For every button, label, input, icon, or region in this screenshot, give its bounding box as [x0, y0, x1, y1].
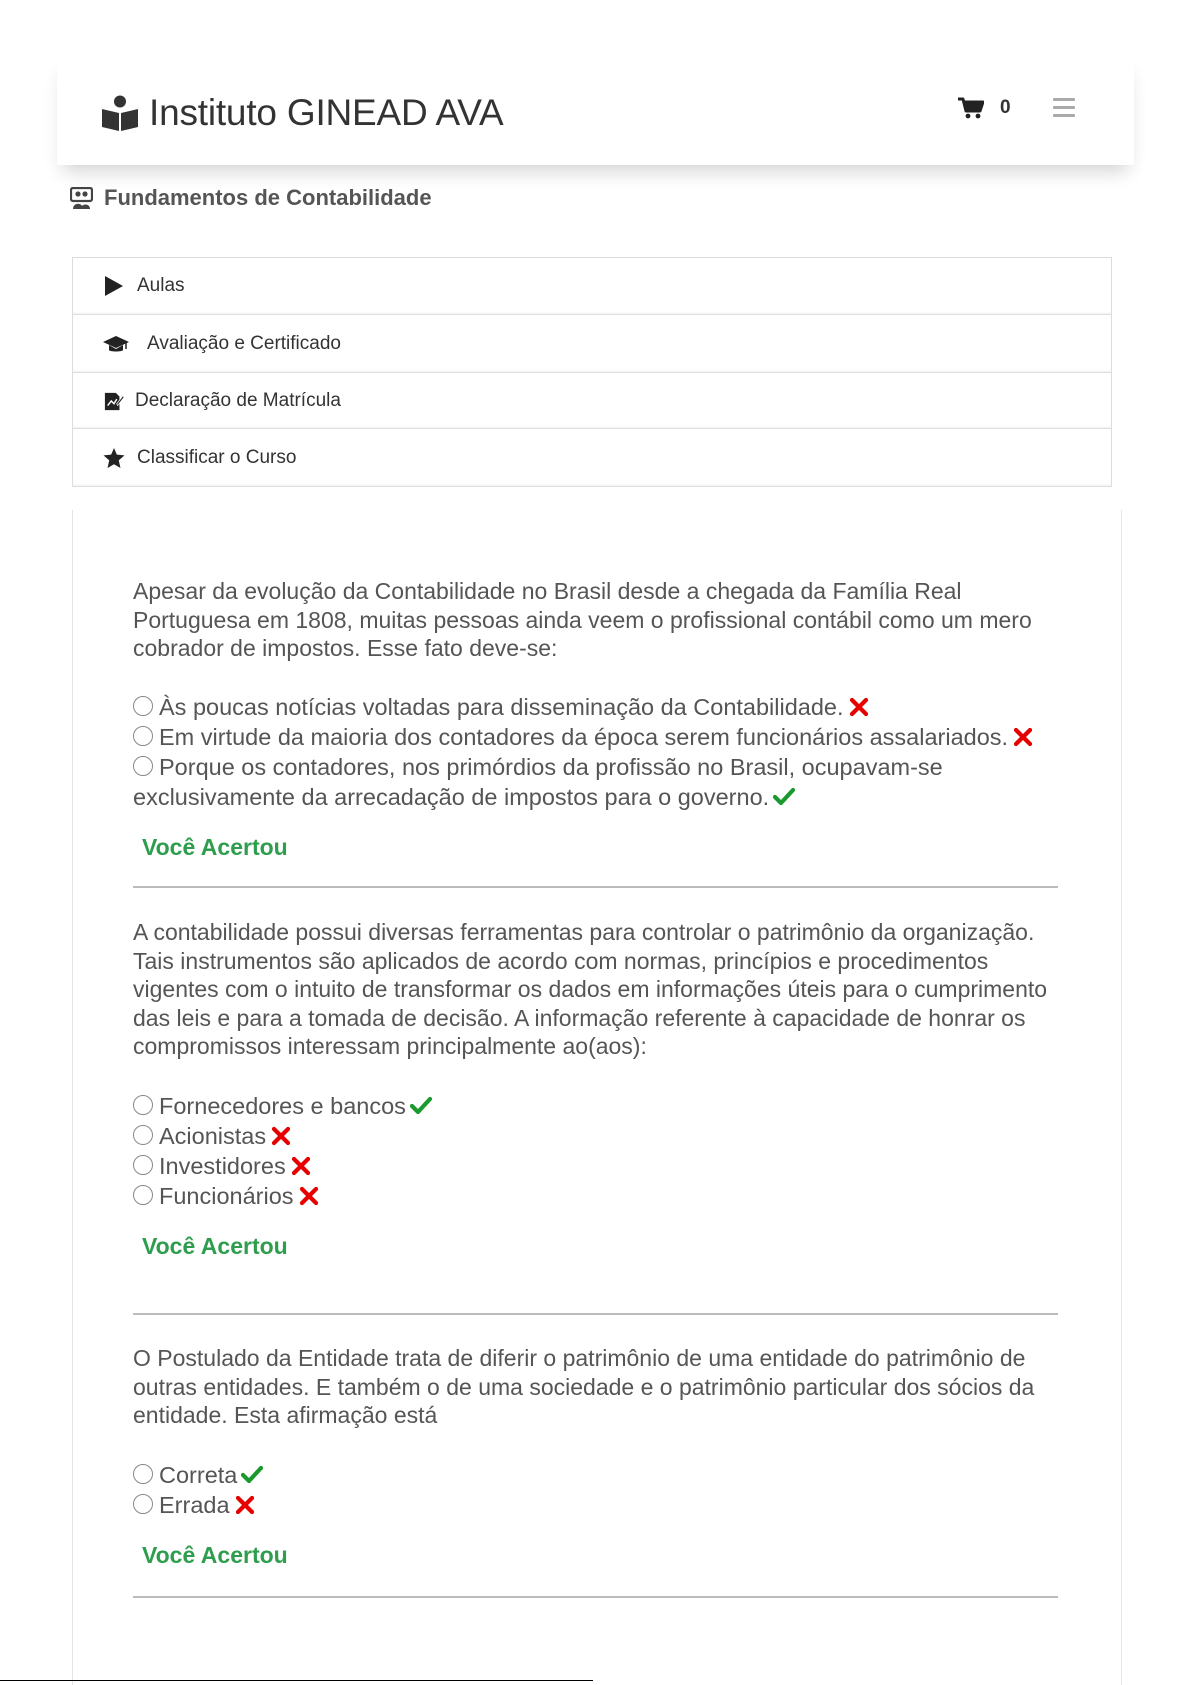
answer-option[interactable] — [133, 752, 1058, 812]
radio-button[interactable] — [133, 1494, 153, 1514]
option-label: Correta — [159, 1461, 238, 1488]
radio-button[interactable] — [133, 1095, 153, 1115]
option-label: Porque os contadores, nos primórdios da profissão no Brasil, ocupavam-se exclusivamente da arrecadação de impostos para o governo. — [133, 753, 943, 810]
option-label: Em virtude da maioria dos contadores da época serem funcionários assalariados. — [159, 723, 1009, 750]
cart-button[interactable] — [958, 97, 1011, 119]
top-header — [57, 57, 1134, 165]
question-divider — [133, 886, 1058, 888]
nav-item-aulas[interactable] — [72, 257, 1112, 314]
question-2 — [133, 918, 1058, 1260]
answer-option[interactable] — [133, 1121, 1058, 1151]
option-label: Investidores — [159, 1152, 286, 1179]
question-text: Apesar da evolução da Contabilidade no Brasil desde a chegada da Família Real Portuguesa em 1808, muitas pessoas ainda veem o profissional contábil como um mero cobrador de impostos. Esse fato deve-se: — [133, 578, 1032, 661]
brand-name: GINEAD AVA — [286, 92, 504, 133]
radio-button[interactable] — [133, 756, 153, 776]
play-icon — [103, 276, 125, 296]
wrong-x-icon — [270, 1126, 292, 1146]
option-label: Errada — [159, 1491, 230, 1518]
answer-option[interactable] — [133, 1460, 1058, 1490]
nav-item-label: Avaliação e Certificado — [147, 332, 341, 354]
star-icon — [103, 448, 125, 468]
radio-button[interactable] — [133, 1464, 153, 1484]
option-label: Às poucas notícias voltadas para disseminação da Contabilidade. — [159, 693, 844, 720]
correct-check-icon — [241, 1465, 263, 1485]
question-text: A contabilidade possui diversas ferramentas para controlar o patrimônio da organização. Tais instrumentos são aplicados de acordo com normas, princípios e procedimentos vigentes com o intuito de transformar os dados em informações úteis para o cumprimento das leis e para a tomada de decisão. A informação referente à capacidade de honrar os compromissos interessam principalmente ao(aos): — [133, 919, 1048, 1059]
course-title — [70, 185, 432, 211]
result-message: Você Acertou — [142, 1541, 288, 1568]
answer-option[interactable] — [133, 1181, 1058, 1211]
nav-item-avaliacao[interactable] — [72, 314, 1112, 372]
option-label: Fornecedores e bancos — [159, 1092, 406, 1119]
reader-logo-icon — [101, 95, 139, 131]
question-3 — [133, 1344, 1058, 1569]
options-list — [133, 1091, 1058, 1211]
wrong-x-icon — [290, 1156, 312, 1176]
course-nav — [72, 257, 1112, 487]
radio-button[interactable] — [133, 726, 153, 746]
radio-button[interactable] — [133, 1155, 153, 1175]
quiz-results-panel — [72, 510, 1122, 1685]
edit-document-icon — [103, 391, 125, 411]
page-bottom-rule — [0, 1680, 593, 1681]
brand-prefix: Instituto — [149, 92, 287, 133]
nav-item-label: Classificar o Curso — [137, 446, 297, 468]
question-divider — [133, 1313, 1058, 1315]
answer-option[interactable] — [133, 722, 1058, 752]
nav-item-declaracao[interactable] — [72, 372, 1112, 428]
answer-option[interactable] — [133, 1151, 1058, 1181]
result-message: Você Acertou — [142, 833, 288, 860]
graduation-cap-icon — [103, 334, 129, 354]
question-text: O Postulado da Entidade trata de diferir o patrimônio de uma entidade do patrimônio de outras entidades. E também o de uma sociedade e o patrimônio particular dos sócios da entidade. Esta afirmação está — [133, 1345, 1035, 1428]
options-list — [133, 1460, 1058, 1520]
teacher-icon — [70, 187, 93, 209]
wrong-x-icon — [848, 697, 870, 717]
radio-button[interactable] — [133, 1125, 153, 1145]
wrong-x-icon — [234, 1495, 256, 1515]
cart-count: 0 — [1000, 97, 1011, 118]
option-label: Funcionários — [159, 1182, 294, 1209]
brand-logo[interactable] — [101, 92, 504, 134]
shopping-cart-icon — [958, 97, 984, 119]
radio-button[interactable] — [133, 696, 153, 716]
question-1 — [133, 577, 1058, 861]
nav-item-label: Aulas — [137, 275, 185, 296]
answer-option[interactable] — [133, 1490, 1058, 1520]
option-label: Acionistas — [159, 1122, 267, 1149]
options-list — [133, 692, 1058, 812]
course-title-text: Fundamentos de Contabilidade — [104, 185, 432, 210]
hamburger-menu-icon[interactable] — [1053, 98, 1075, 118]
radio-button[interactable] — [133, 1185, 153, 1205]
wrong-x-icon — [298, 1186, 320, 1206]
correct-check-icon — [410, 1096, 432, 1116]
answer-option[interactable] — [133, 692, 1058, 722]
correct-check-icon — [773, 787, 795, 807]
wrong-x-icon — [1012, 727, 1034, 747]
question-divider — [133, 1596, 1058, 1598]
result-message: Você Acertou — [142, 1232, 288, 1259]
nav-item-label: Declaração de Matrícula — [135, 389, 341, 411]
nav-item-classificar[interactable] — [72, 428, 1112, 487]
answer-option[interactable] — [133, 1091, 1058, 1121]
